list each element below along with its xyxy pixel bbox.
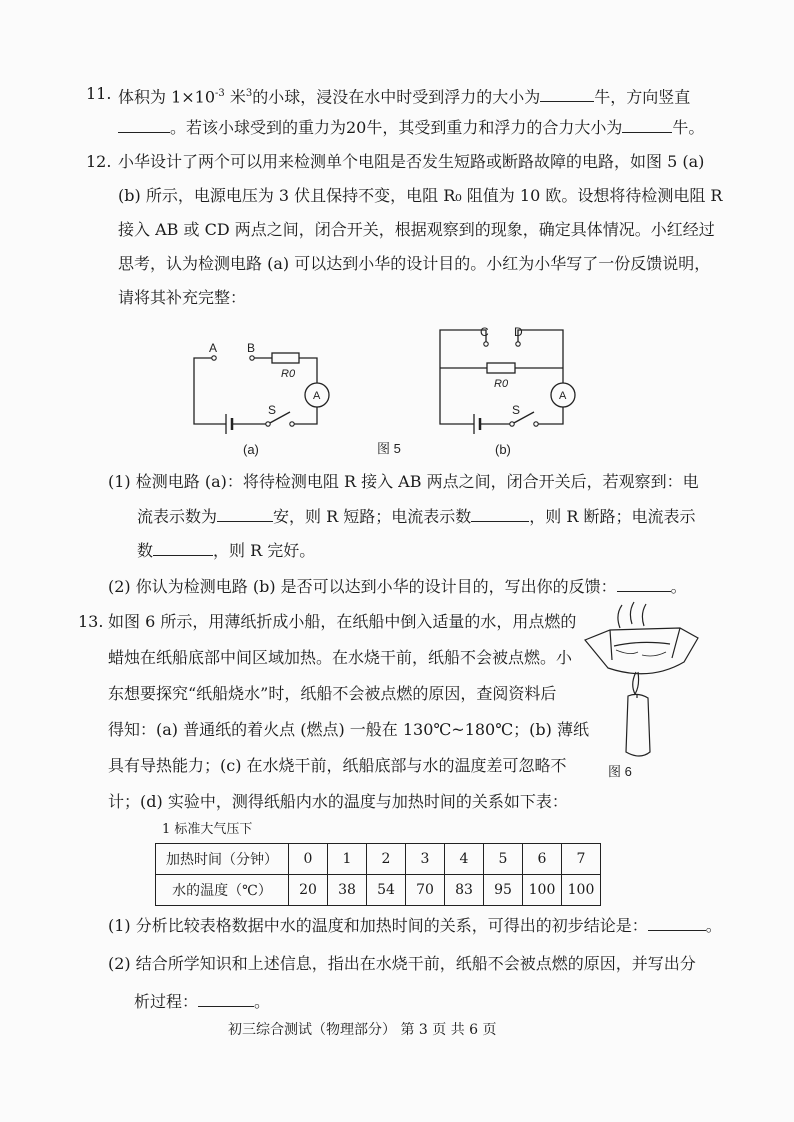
q12-sub2 bbox=[108, 577, 687, 597]
q12-blank-normal-current[interactable] bbox=[153, 541, 213, 556]
q13-paragraph-line: 蜡烛在纸船底部中间区域加热。在水烧干前，纸船不会被点燃。小 bbox=[108, 648, 573, 667]
temperature-cell: 100 bbox=[562, 875, 601, 906]
q13-paragraph-line: 得知：(a) 普通纸的着火点 (燃点) 一般在 130℃~180℃；(b) 薄纸 bbox=[108, 720, 589, 739]
q12-paragraph-line: 请将其补充完整： bbox=[118, 288, 247, 307]
q12-paragraph-line: 接入 AB 或 CD 两点之间，闭合开关，根据观察到的现象，确定具体情况。小红经过 bbox=[118, 220, 715, 239]
table-condition-note: 1 标准大气压下 bbox=[162, 822, 253, 837]
caption-a: (a) bbox=[243, 442, 259, 457]
q11-exponent: 3 bbox=[245, 88, 253, 99]
q13-paragraph-line: 计；(d) 实验中，测得纸船内水的温度与加热时间的关系如下表： bbox=[108, 792, 568, 811]
q13-sub2-line1: (2) 结合所学知识和上述信息，指出在水烧干前，纸船不会被点燃的原因，并写出分 bbox=[108, 954, 696, 973]
q12-text: 安，则 R 短路；电流表示数 bbox=[273, 507, 472, 526]
q13-text: 。 bbox=[705, 916, 722, 935]
row-label-time: 加热时间（分钟） bbox=[156, 844, 289, 875]
label-b-switch: S bbox=[512, 403, 521, 417]
candle bbox=[626, 694, 650, 756]
temperature-cell: 100 bbox=[523, 875, 562, 906]
label-a-ammeter: A bbox=[313, 390, 321, 402]
label-b-ammeter: A bbox=[559, 390, 567, 402]
q12-text: ，则 R 完好。 bbox=[213, 541, 316, 560]
label-a-terminal: A bbox=[209, 341, 218, 355]
temperature-cell: 70 bbox=[406, 875, 445, 906]
water-ripples bbox=[616, 650, 666, 656]
switch-a-contact bbox=[290, 422, 294, 426]
row-label-temperature: 水的温度（℃） bbox=[156, 875, 289, 906]
switch-a-pivot bbox=[266, 422, 270, 426]
q13-text: 。 bbox=[254, 992, 271, 1011]
time-cell: 3 bbox=[406, 844, 445, 875]
boat-outline bbox=[585, 628, 698, 674]
temperature-table bbox=[155, 843, 601, 906]
q13-text: 析过程： bbox=[134, 992, 199, 1011]
label-a-r0: R0 bbox=[281, 368, 296, 380]
time-cell: 1 bbox=[328, 844, 367, 875]
wire-a-top-right bbox=[299, 358, 317, 383]
caption-b: (b) bbox=[495, 442, 511, 457]
time-cell: 4 bbox=[445, 844, 484, 875]
table-row-time bbox=[156, 844, 601, 875]
q12-blank-short-current[interactable] bbox=[217, 507, 273, 522]
q13-blank-analysis[interactable] bbox=[198, 992, 254, 1007]
terminal-d bbox=[516, 342, 520, 346]
figure-6-caption: 图 6 bbox=[608, 764, 632, 779]
q12-sub1-line3 bbox=[137, 541, 315, 561]
q12-blank-feedback[interactable] bbox=[617, 577, 671, 592]
flame bbox=[633, 672, 639, 694]
label-a-switch: S bbox=[268, 403, 277, 417]
q11-text: 体积为 1×10 bbox=[118, 87, 216, 107]
time-cell: 5 bbox=[484, 844, 523, 875]
terminal-a bbox=[212, 356, 216, 360]
temperature-cell: 38 bbox=[328, 875, 367, 906]
q12-number: 12. bbox=[86, 152, 112, 171]
q12-blank-open-current[interactable] bbox=[471, 507, 529, 522]
q13-text: (1) 分析比较表格数据中水的温度和加热时间的关系，可得出的初步结论是： bbox=[108, 916, 648, 935]
switch-b-contact bbox=[534, 422, 538, 426]
figure-5-caption: 图 5 bbox=[377, 441, 401, 456]
temperature-cell: 95 bbox=[484, 875, 523, 906]
page-footer: 初三综合测试（物理部分） 第 3 页 共 6 页 bbox=[228, 1022, 497, 1038]
temperature-cell: 54 bbox=[367, 875, 406, 906]
time-cell: 6 bbox=[523, 844, 562, 875]
q12-sub1-line2 bbox=[137, 507, 695, 527]
label-b-terminal: B bbox=[247, 341, 256, 355]
q12-paragraph-line: (b) 所示，电源电压为 3 伏且保持不变，电阻 R₀ 阻值为 10 欧。设想将待检测电阻 R bbox=[118, 186, 723, 205]
label-c-terminal: C bbox=[480, 325, 489, 339]
wire-b-left bbox=[440, 330, 486, 424]
q12-paragraph-line: 思考，认为检测电路 (a) 可以达到小华的设计目的。小红为小华写了一份反馈说明， bbox=[118, 254, 711, 273]
figure-6-paper-boat bbox=[580, 600, 710, 790]
q12-paragraph-line: 小华设计了两个可以用来检测单个电阻是否发生短路或断路故障的电路，如图 5 (a) bbox=[118, 152, 705, 171]
q11-text: 牛，方向竖直 bbox=[594, 87, 691, 107]
time-cell: 0 bbox=[289, 844, 328, 875]
q13-sub1 bbox=[108, 916, 722, 936]
q12-text: 。 bbox=[670, 577, 687, 596]
wire-a-left bbox=[194, 358, 226, 424]
q11-number: 11. bbox=[86, 84, 112, 103]
q13-sub2-line2 bbox=[134, 992, 270, 1012]
steam-lines bbox=[618, 602, 646, 628]
q11-exponent: -3 bbox=[215, 88, 225, 99]
label-d-terminal: D bbox=[514, 325, 523, 339]
q12-text: 数 bbox=[137, 541, 154, 560]
q12-text: 流表示数为 bbox=[137, 507, 218, 526]
temperature-cell: 83 bbox=[445, 875, 484, 906]
q11-text: 的小球，浸没在水中时受到浮力的大小为 bbox=[252, 87, 541, 107]
resistor-a-r0 bbox=[272, 353, 299, 363]
q13-paragraph-line: 东想要探究“纸船烧水”时，纸船不会被点燃的原因，查阅资料后 bbox=[108, 684, 557, 703]
q13-paragraph-line: 具有导热能力；(c) 在水烧干前，纸船底部与水的温度差可忽略不 bbox=[108, 756, 567, 775]
time-cell: 2 bbox=[367, 844, 406, 875]
switch-b-pivot bbox=[510, 422, 514, 426]
resistor-b-r0 bbox=[487, 363, 515, 373]
wire-a-right bbox=[292, 407, 317, 424]
terminal-b bbox=[250, 356, 254, 360]
temperature-cell: 20 bbox=[289, 875, 328, 906]
label-b-r0: R0 bbox=[494, 378, 509, 390]
wire-b-top-right bbox=[518, 330, 563, 383]
q13-blank-conclusion[interactable] bbox=[648, 916, 706, 931]
table-row-temperature bbox=[156, 875, 601, 906]
q13-number: 13. bbox=[78, 612, 104, 631]
figure-5-circuits bbox=[0, 0, 794, 470]
q12-sub1-line1: (1) 检测电路 (a)：将待检测电阻 R 接入 AB 两点之间，闭合开关后，若观察到：电 bbox=[108, 472, 699, 491]
q12-text: ，则 R 断路；电流表示 bbox=[529, 507, 696, 526]
terminal-c bbox=[484, 342, 488, 346]
q11-text: 牛。 bbox=[672, 118, 705, 137]
water-surface bbox=[614, 642, 670, 646]
q13-paragraph-line: 如图 6 所示，用薄纸折成小船，在纸船中倒入适量的水，用点燃的 bbox=[108, 612, 577, 631]
q12-text: (2) 你认为检测电路 (b) 是否可以达到小华的设计目的，写出你的反馈： bbox=[108, 577, 617, 596]
wire-b-right bbox=[536, 407, 563, 424]
q11-text: 米 bbox=[224, 87, 246, 107]
q11-text: 。若该小球受到的重力为20牛，其受到重力和浮力的合力大小为 bbox=[170, 118, 623, 137]
time-cell: 7 bbox=[562, 844, 601, 875]
